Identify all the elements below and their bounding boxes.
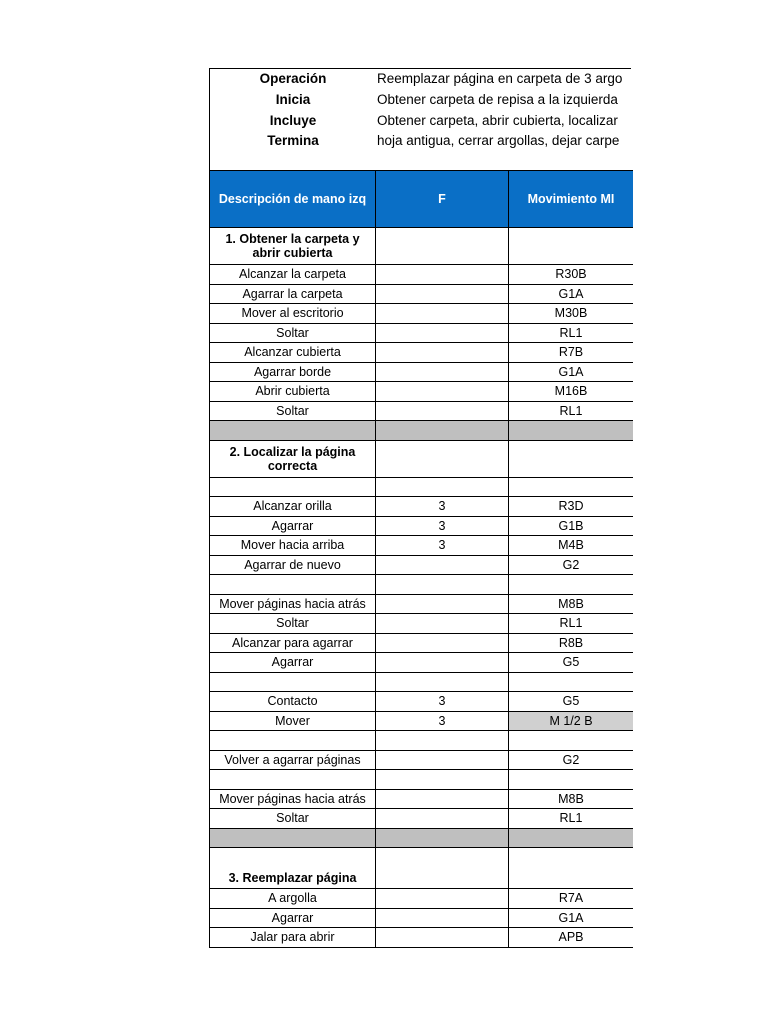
- table-row: [210, 575, 634, 595]
- frequency-cell: [376, 809, 509, 829]
- description-cell: Mover al escritorio: [210, 304, 376, 324]
- table-row: [210, 265, 634, 285]
- incluye-label: Incluye: [269, 113, 317, 128]
- motion-code-cell: R7B: [509, 343, 634, 363]
- table-header-row: [210, 171, 634, 228]
- frequency-cell: [376, 401, 509, 421]
- frequency-cell: [376, 555, 509, 575]
- motion-code-cell: M8B: [509, 594, 634, 614]
- frequency-cell: [376, 477, 509, 497]
- section-row: [210, 228, 634, 265]
- motion-code-cell: RL1: [509, 323, 634, 343]
- description-cell: Alcanzar orilla: [210, 497, 376, 517]
- motion-code-cell: G2: [509, 750, 634, 770]
- frequency-cell: [376, 421, 509, 441]
- motion-code-cell: R30B: [509, 265, 634, 285]
- table-row: [210, 343, 634, 363]
- frequency-cell: [376, 382, 509, 402]
- motion-code-cell: G1A: [509, 284, 634, 304]
- description-cell: [210, 731, 376, 751]
- frequency-cell: [376, 614, 509, 634]
- motion-code-cell: G5: [509, 653, 634, 673]
- description-cell: 3. Reemplazar página: [210, 848, 376, 889]
- description-cell: Soltar: [210, 401, 376, 421]
- inicia-value: Obtener carpeta de repisa a la izquierda: [377, 92, 618, 107]
- frequency-cell: [376, 633, 509, 653]
- table-row: [210, 497, 634, 517]
- frequency-cell: [376, 848, 509, 889]
- column-header-movimiento: Movimiento MI: [509, 171, 634, 228]
- table-row: [210, 789, 634, 809]
- motion-table: [209, 170, 633, 948]
- table-row: [210, 555, 634, 575]
- section-row: [210, 440, 634, 477]
- frequency-cell: [376, 265, 509, 285]
- motion-code-cell: [509, 228, 634, 265]
- incluye-value: Obtener carpeta, abrir cubierta, localizar: [377, 113, 618, 128]
- description-cell: Agarrar la carpeta: [210, 284, 376, 304]
- motion-code-cell: [509, 440, 634, 477]
- table-row: [210, 889, 634, 909]
- motion-code-cell: [509, 421, 634, 441]
- motion-code-cell: [509, 731, 634, 751]
- frequency-cell: [376, 672, 509, 692]
- motion-code-cell: RL1: [509, 809, 634, 829]
- description-cell: Alcanzar cubierta: [210, 343, 376, 363]
- motion-code-cell: [509, 575, 634, 595]
- motion-code-cell: G2: [509, 555, 634, 575]
- table-row: [210, 750, 634, 770]
- description-cell: Agarrar: [210, 516, 376, 536]
- motion-code-cell: [509, 770, 634, 790]
- frequency-cell: [376, 362, 509, 382]
- description-cell: Jalar para abrir: [210, 928, 376, 948]
- frequency-cell: 3: [376, 692, 509, 712]
- table-row: [210, 477, 634, 497]
- inicia-label: Inicia: [275, 92, 311, 107]
- frequency-cell: [376, 304, 509, 324]
- methods-sheet: [209, 68, 631, 948]
- description-cell: Soltar: [210, 323, 376, 343]
- table-row: [210, 594, 634, 614]
- frequency-cell: [376, 440, 509, 477]
- frequency-cell: [376, 928, 509, 948]
- description-cell: Mover páginas hacia atrás: [210, 789, 376, 809]
- table-row: [210, 284, 634, 304]
- frequency-cell: [376, 594, 509, 614]
- table-row: [210, 536, 634, 556]
- motion-code-cell: R8B: [509, 633, 634, 653]
- operation-header: [209, 68, 631, 170]
- description-cell: Contacto: [210, 692, 376, 712]
- description-cell: [210, 575, 376, 595]
- frequency-cell: [376, 575, 509, 595]
- description-cell: Mover: [210, 711, 376, 731]
- description-cell: Mover páginas hacia atrás: [210, 594, 376, 614]
- motion-code-cell: G1A: [509, 908, 634, 928]
- frequency-cell: [376, 770, 509, 790]
- description-cell: Soltar: [210, 809, 376, 829]
- description-cell: 2. Localizar la página correcta: [210, 440, 376, 477]
- table-row: [210, 809, 634, 829]
- table-row: [210, 692, 634, 712]
- frequency-cell: [376, 789, 509, 809]
- motion-code-cell: M30B: [509, 304, 634, 324]
- description-cell: [210, 421, 376, 441]
- description-cell: Alcanzar la carpeta: [210, 265, 376, 285]
- motion-code-cell: RL1: [509, 614, 634, 634]
- motion-code-cell: RL1: [509, 401, 634, 421]
- operacion-value: Reemplazar página en carpeta de 3 argo: [377, 71, 623, 86]
- description-cell: Abrir cubierta: [210, 382, 376, 402]
- description-cell: [210, 672, 376, 692]
- table-row: [210, 323, 634, 343]
- frequency-cell: [376, 750, 509, 770]
- description-cell: Agarrar: [210, 908, 376, 928]
- motion-code-cell: M 1/2 B: [509, 711, 634, 731]
- frequency-cell: [376, 653, 509, 673]
- table-row: [210, 653, 634, 673]
- description-cell: [210, 477, 376, 497]
- frequency-cell: [376, 908, 509, 928]
- frequency-cell: 3: [376, 711, 509, 731]
- frequency-cell: [376, 228, 509, 265]
- table-row: [210, 731, 634, 751]
- description-cell: 1. Obtener la carpeta y abrir cubierta: [210, 228, 376, 265]
- motion-code-cell: APB: [509, 928, 634, 948]
- motion-code-cell: [509, 672, 634, 692]
- motion-code-cell: [509, 848, 634, 889]
- table-row: [210, 928, 634, 948]
- termina-value: hoja antigua, cerrar argollas, dejar carpe: [377, 133, 620, 148]
- table-row: [210, 908, 634, 928]
- table-row: [210, 614, 634, 634]
- motion-code-cell: R3D: [509, 497, 634, 517]
- description-cell: A argolla: [210, 889, 376, 909]
- motion-code-cell: M8B: [509, 789, 634, 809]
- table-row: [210, 401, 634, 421]
- table-row: [210, 711, 634, 731]
- table-row: [210, 304, 634, 324]
- description-cell: Mover hacia arriba: [210, 536, 376, 556]
- table-row: [210, 770, 634, 790]
- motion-code-cell: G1B: [509, 516, 634, 536]
- frequency-cell: [376, 731, 509, 751]
- description-cell: Volver a agarrar páginas: [210, 750, 376, 770]
- motion-code-cell: M16B: [509, 382, 634, 402]
- motion-code-cell: M4B: [509, 536, 634, 556]
- frequency-cell: [376, 284, 509, 304]
- table-row: [210, 362, 634, 382]
- column-header-description: Descripción de mano izq: [210, 171, 376, 228]
- table-row: [210, 633, 634, 653]
- motion-code-cell: G5: [509, 692, 634, 712]
- frequency-cell: 3: [376, 536, 509, 556]
- description-cell: Agarrar de nuevo: [210, 555, 376, 575]
- frequency-cell: 3: [376, 516, 509, 536]
- frequency-cell: [376, 828, 509, 848]
- description-cell: Soltar: [210, 614, 376, 634]
- description-cell: [210, 770, 376, 790]
- table-row: [210, 672, 634, 692]
- motion-code-cell: R7A: [509, 889, 634, 909]
- separator-row: [210, 828, 634, 848]
- frequency-cell: [376, 323, 509, 343]
- frequency-cell: [376, 889, 509, 909]
- description-cell: Agarrar: [210, 653, 376, 673]
- description-cell: [210, 828, 376, 848]
- motion-code-cell: [509, 828, 634, 848]
- operacion-label: Operación: [259, 71, 327, 86]
- table-row: [210, 382, 634, 402]
- motion-code-cell: G1A: [509, 362, 634, 382]
- termina-label: Termina: [267, 133, 319, 148]
- separator-row: [210, 421, 634, 441]
- section-row: [210, 848, 634, 889]
- table-row: [210, 516, 634, 536]
- description-cell: Agarrar borde: [210, 362, 376, 382]
- frequency-cell: [376, 343, 509, 363]
- column-header-f: F: [376, 171, 509, 228]
- description-cell: Alcanzar para agarrar: [210, 633, 376, 653]
- motion-code-cell: [509, 477, 634, 497]
- frequency-cell: 3: [376, 497, 509, 517]
